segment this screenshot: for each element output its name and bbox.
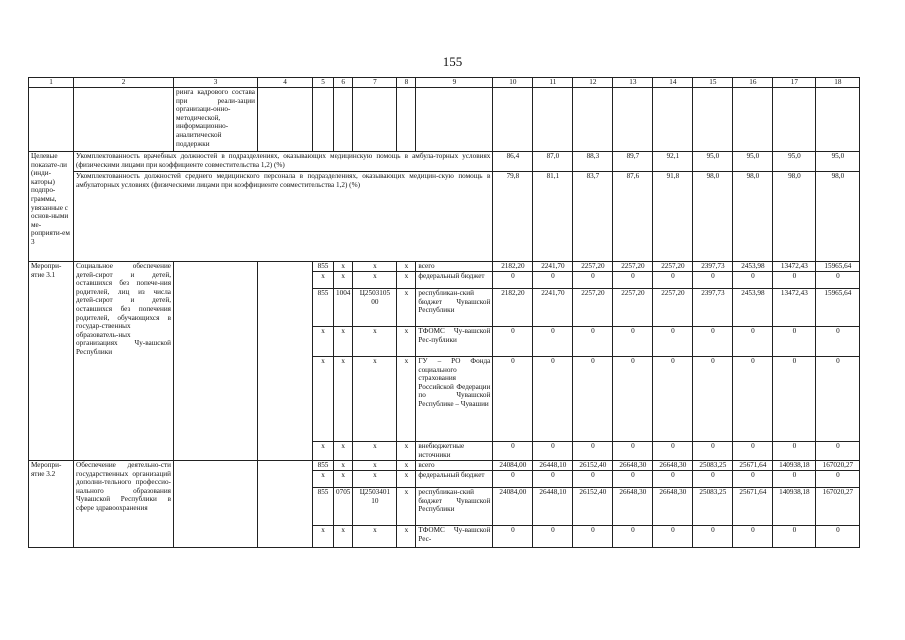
column-number: 16	[733, 78, 773, 88]
amount-value: 0	[533, 327, 573, 357]
amount-value: 0	[533, 442, 573, 461]
amount-value: 2182,20	[493, 262, 533, 272]
indicator-text: Укомплектованность должностей среднего медицинского персонала в подразделениях, оказывающих медицин-скую помощь в амбулаторных условиях (физическими лицами при коэффициенте совместительства 1,2) (%)	[74, 172, 493, 262]
amount-value: 0	[816, 442, 860, 461]
code-vr: х	[397, 526, 416, 548]
indicator-value: 95,0	[773, 152, 816, 172]
code-grbs: х	[313, 471, 334, 488]
funding-source: ТФОМС Чу-вашской Рес-публики	[416, 327, 493, 357]
amount-value: 0	[653, 442, 693, 461]
amount-value: 0	[493, 442, 533, 461]
column-number: 12	[573, 78, 613, 88]
amount-value: 2257,20	[613, 262, 653, 272]
amount-value: 0	[653, 272, 693, 289]
code-grbs: 855	[313, 289, 334, 327]
code-csr: х	[353, 442, 397, 461]
amount-value: 2257,20	[573, 289, 613, 327]
amount-value: 24084,00	[493, 461, 533, 471]
column-number: 4	[258, 78, 313, 88]
page-number: 155	[442, 54, 463, 69]
amount-value: 0	[733, 327, 773, 357]
code-grbs: х	[313, 272, 334, 289]
indicator-value: 95,0	[816, 152, 860, 172]
code-rz-pr: 0705	[334, 488, 353, 526]
code-rz-pr: х	[334, 357, 353, 442]
amount-value: 15965,64	[816, 262, 860, 272]
amount-value: 0	[693, 471, 733, 488]
code-grbs: 855	[313, 461, 334, 471]
code-vr: х	[397, 488, 416, 526]
amount-value: 26648,30	[653, 488, 693, 526]
column-number: 9	[416, 78, 493, 88]
table-cell	[693, 88, 733, 152]
amount-value: 0	[653, 357, 693, 442]
table-cell	[174, 262, 258, 461]
code-vr: х	[397, 272, 416, 289]
amount-value: 0	[693, 526, 733, 548]
indicator-value: 88,3	[573, 152, 613, 172]
code-rz-pr: х	[334, 272, 353, 289]
continuation-row	[29, 88, 860, 152]
amount-value: 26448,10	[533, 488, 573, 526]
table-cell	[353, 88, 397, 152]
amount-value: 167020,27	[816, 461, 860, 471]
amount-value: 0	[533, 526, 573, 548]
amount-value: 2257,20	[573, 262, 613, 272]
indicator-value: 87,6	[613, 172, 653, 262]
funding-source: республикан-ский бюджет Чувашской Республики	[416, 289, 493, 327]
code-csr: х	[353, 357, 397, 442]
code-grbs: х	[313, 526, 334, 548]
funding-source: ТФОМС Чу-вашской Рес-	[416, 526, 493, 548]
amount-value: 0	[493, 357, 533, 442]
code-rz-pr: х	[334, 526, 353, 548]
amount-value: 0	[573, 357, 613, 442]
code-csr: х	[353, 526, 397, 548]
code-rz-pr: х	[334, 262, 353, 272]
code-csr: Ц2503401 10	[353, 488, 397, 526]
column-number: 1	[29, 78, 74, 88]
amount-value: 0	[653, 471, 693, 488]
code-vr: х	[397, 289, 416, 327]
funding-source: внебюджетные источники	[416, 442, 493, 461]
code-vr: х	[397, 471, 416, 488]
amount-value: 2453,98	[733, 289, 773, 327]
amount-value: 0	[773, 357, 816, 442]
amount-value: 0	[533, 272, 573, 289]
code-vr: х	[397, 461, 416, 471]
code-csr: х	[353, 471, 397, 488]
amount-value: 0	[816, 327, 860, 357]
amount-value: 26648,30	[613, 488, 653, 526]
amount-value: 0	[693, 272, 733, 289]
budget-table	[28, 77, 860, 548]
table-cell	[334, 88, 353, 152]
amount-value: 0	[733, 442, 773, 461]
amount-value: 15965,64	[816, 289, 860, 327]
indicator-row	[29, 152, 860, 172]
column-number: 13	[613, 78, 653, 88]
code-rz-pr: х	[334, 327, 353, 357]
amount-value: 26648,30	[613, 461, 653, 471]
amount-value: 0	[493, 327, 533, 357]
table-cell	[653, 88, 693, 152]
event-name: Социальное обеспечение детей-сирот и детей, оставшихся без попече-ния родителей, лиц из числа детей-сирот и детей, оставшихся без попечения родителей, обучающихся в государ-ственных образователь-ных организациях Чу-вашской Республики	[74, 262, 174, 461]
indicator-value: 92,1	[653, 152, 693, 172]
amount-value: 0	[693, 357, 733, 442]
code-vr: х	[397, 442, 416, 461]
amount-value: 25083,25	[693, 488, 733, 526]
indicator-value: 87,0	[533, 152, 573, 172]
indicator-value: 95,0	[733, 152, 773, 172]
amount-value: 140938,18	[773, 461, 816, 471]
amount-value: 2397,73	[693, 262, 733, 272]
amount-value: 2257,20	[653, 289, 693, 327]
code-rz-pr: х	[334, 461, 353, 471]
code-grbs: 855	[313, 262, 334, 272]
table-cell	[74, 88, 174, 152]
amount-value: 25671,64	[733, 488, 773, 526]
amount-value: 0	[693, 327, 733, 357]
table-cell	[416, 88, 493, 152]
indicator-value: 98,0	[733, 172, 773, 262]
indicator-value: 79,8	[493, 172, 533, 262]
funding-source: всего	[416, 461, 493, 471]
code-csr: х	[353, 461, 397, 471]
column-number: 17	[773, 78, 816, 88]
column-number: 7	[353, 78, 397, 88]
table-cell	[613, 88, 653, 152]
table-cell	[573, 88, 613, 152]
indicator-text: Укомплектованность врачебных должностей в подразделениях, оказывающих медицинскую помощь в амбула-торных условиях (физическими лицами при коэффициенте совместительства 1,2) (%)	[74, 152, 493, 172]
table-cell	[258, 262, 313, 461]
code-grbs: х	[313, 357, 334, 442]
amount-value: 2182,20	[493, 289, 533, 327]
table-cell	[397, 88, 416, 152]
amount-value: 0	[493, 526, 533, 548]
code-rz-pr: 1004	[334, 289, 353, 327]
indicator-value: 86,4	[493, 152, 533, 172]
indicator-row	[29, 172, 860, 262]
amount-value: 0	[733, 272, 773, 289]
amount-value: 0	[693, 442, 733, 461]
indicator-value: 91,8	[653, 172, 693, 262]
code-vr: х	[397, 357, 416, 442]
indicator-value: 98,0	[693, 172, 733, 262]
amount-value: 0	[533, 471, 573, 488]
table-cell	[733, 88, 773, 152]
amount-value: 2241,70	[533, 289, 573, 327]
code-vr: х	[397, 327, 416, 357]
funding-source: федеральный бюджет	[416, 471, 493, 488]
table-cell	[29, 88, 74, 152]
amount-value: 0	[733, 526, 773, 548]
amount-value: 0	[613, 327, 653, 357]
column-number: 18	[816, 78, 860, 88]
targets-label: Целевые показате-ли (инди-каторы) подпро-граммы, увязанные с основ-ными ме-роприяти-ем 3	[29, 152, 74, 262]
amount-value: 0	[573, 526, 613, 548]
funding-source: федеральный бюджет	[416, 272, 493, 289]
amount-value: 0	[493, 471, 533, 488]
amount-value: 0	[773, 272, 816, 289]
table-cell	[313, 88, 334, 152]
indicator-value: 98,0	[816, 172, 860, 262]
code-grbs: 855	[313, 488, 334, 526]
amount-value: 13472,43	[773, 262, 816, 272]
code-csr: х	[353, 327, 397, 357]
amount-value: 26152,40	[573, 461, 613, 471]
amount-value: 0	[816, 272, 860, 289]
amount-value: 2257,20	[613, 289, 653, 327]
amount-value: 0	[816, 471, 860, 488]
code-vr: х	[397, 262, 416, 272]
amount-value: 2241,70	[533, 262, 573, 272]
column-number: 10	[493, 78, 533, 88]
table-cell	[493, 88, 533, 152]
amount-value: 0	[816, 357, 860, 442]
amount-value: 2397,73	[693, 289, 733, 327]
funding-source: всего	[416, 262, 493, 272]
amount-value: 0	[573, 442, 613, 461]
amount-value: 0	[733, 357, 773, 442]
table-cell	[258, 88, 313, 152]
amount-value: 0	[613, 357, 653, 442]
amount-value: 0	[733, 471, 773, 488]
column-number: 14	[653, 78, 693, 88]
event-label: Меропри-ятие 3.1	[29, 262, 74, 461]
funding-source: республикан-ский бюджет Чувашской Республики	[416, 488, 493, 526]
amount-value: 0	[773, 526, 816, 548]
event-name: Обеспечение деятельно-сти государственных организаций дополни-тельного профессио-нального образования Чувашской Республики в сфере здравоохранения	[74, 461, 174, 548]
code-csr: х	[353, 262, 397, 272]
amount-value: 167020,27	[816, 488, 860, 526]
code-csr: Ц2503105 00	[353, 289, 397, 327]
amount-value: 26448,10	[533, 461, 573, 471]
amount-value: 0	[773, 442, 816, 461]
column-number: 8	[397, 78, 416, 88]
amount-value: 0	[613, 471, 653, 488]
amount-value: 0	[573, 327, 613, 357]
event-row	[29, 461, 860, 471]
table-cell	[816, 88, 860, 152]
amount-value: 0	[573, 272, 613, 289]
column-number: 3	[174, 78, 258, 88]
header-row	[29, 78, 860, 88]
indicator-value: 89,7	[613, 152, 653, 172]
code-rz-pr: х	[334, 471, 353, 488]
code-grbs: х	[313, 442, 334, 461]
amount-value: 0	[613, 442, 653, 461]
event-row	[29, 262, 860, 272]
amount-value: 24084,00	[493, 488, 533, 526]
amount-value: 13472,43	[773, 289, 816, 327]
amount-value: 0	[653, 526, 693, 548]
activity-description: ринга кадрового состава при реали-зации организаци-онно-методической, информационно-аналитической поддержки	[174, 88, 258, 152]
column-number: 5	[313, 78, 334, 88]
amount-value: 2453,98	[733, 262, 773, 272]
amount-value: 0	[533, 357, 573, 442]
amount-value: 26152,40	[573, 488, 613, 526]
amount-value: 0	[613, 272, 653, 289]
amount-value: 0	[773, 471, 816, 488]
amount-value: 0	[653, 327, 693, 357]
indicator-value: 81,1	[533, 172, 573, 262]
amount-value: 2257,20	[653, 262, 693, 272]
table-cell	[773, 88, 816, 152]
amount-value: 25083,25	[693, 461, 733, 471]
amount-value: 25671,64	[733, 461, 773, 471]
indicator-value: 98,0	[773, 172, 816, 262]
column-number: 2	[74, 78, 174, 88]
code-csr: х	[353, 272, 397, 289]
table-cell	[533, 88, 573, 152]
column-number: 11	[533, 78, 573, 88]
table-cell	[258, 461, 313, 548]
amount-value: 0	[573, 471, 613, 488]
amount-value: 26648,30	[653, 461, 693, 471]
table-cell	[174, 461, 258, 548]
code-rz-pr: х	[334, 442, 353, 461]
indicator-value: 95,0	[693, 152, 733, 172]
column-number: 15	[693, 78, 733, 88]
amount-value: 0	[613, 526, 653, 548]
indicator-value: 83,7	[573, 172, 613, 262]
amount-value: 0	[816, 526, 860, 548]
funding-source: ГУ – РО Фонда социального страхования Российской Федерации по Чувашской Республике – Чувашии	[416, 357, 493, 442]
event-label: Меропри-ятие 3.2	[29, 461, 74, 548]
amount-value: 0	[773, 327, 816, 357]
code-grbs: х	[313, 327, 334, 357]
column-number: 6	[334, 78, 353, 88]
amount-value: 140938,18	[773, 488, 816, 526]
amount-value: 0	[493, 272, 533, 289]
